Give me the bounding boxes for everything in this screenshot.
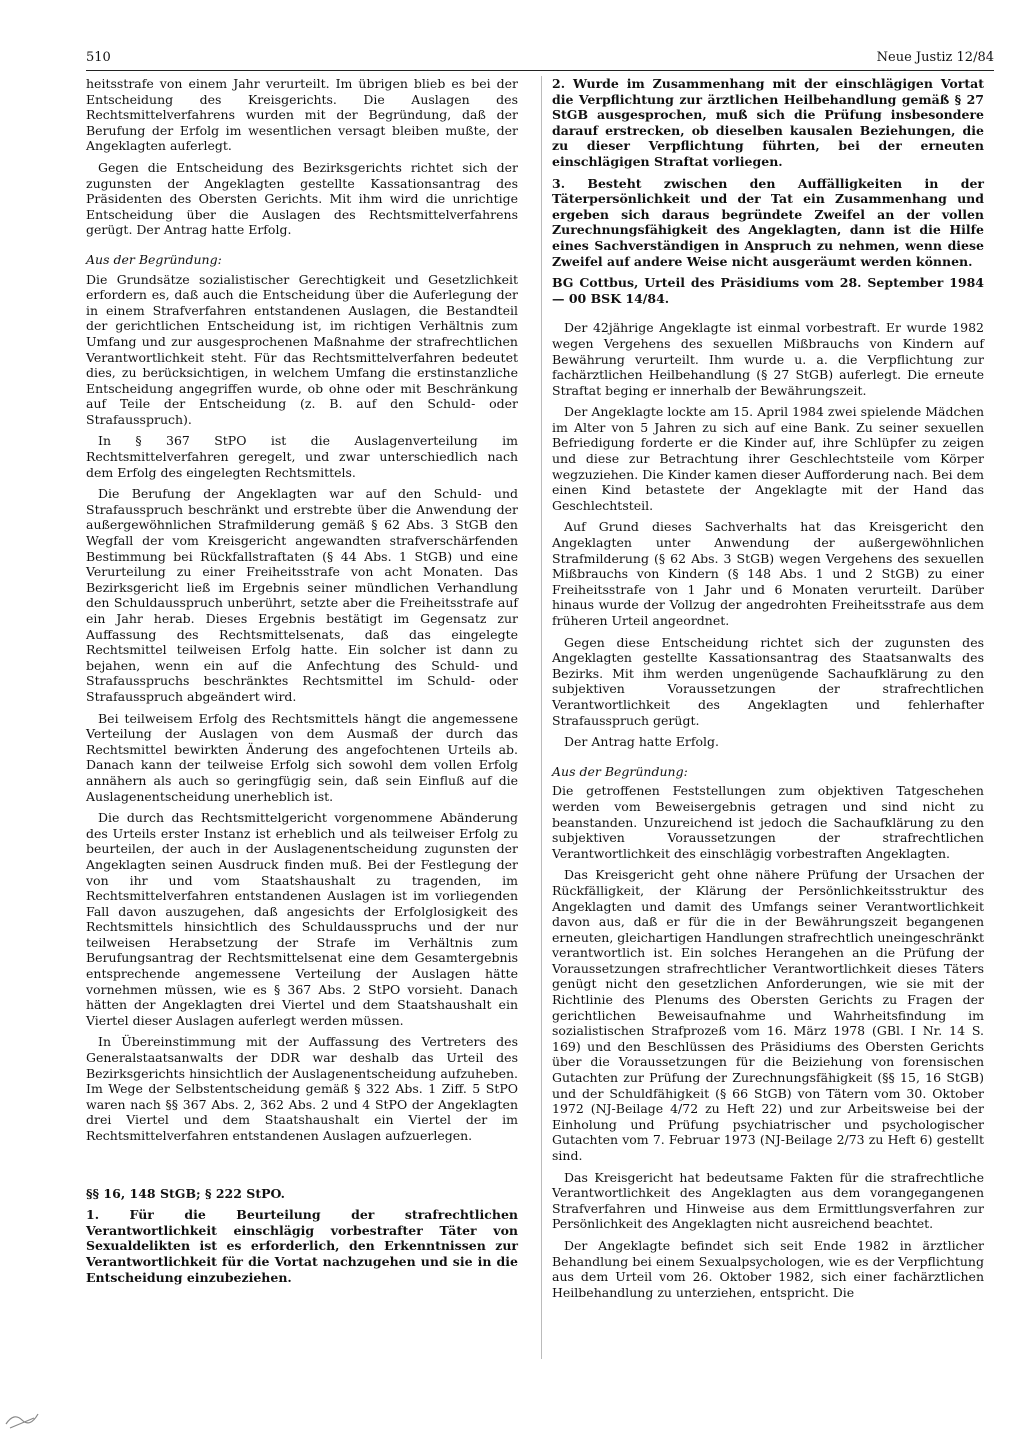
left-column	[86, 76, 518, 1291]
column-divider	[541, 76, 542, 1359]
headnote: 3. Besteht zwischen den Auffälligkeiten in der Täterpersönlichkeit und der Tat ein Zusammenhang und ergeben sich daraus begründete Zweifel an der vollen Zurechnungsfähigkeit des Angeklagten, dann ist die Hilfe eines Sachverständigen in Anspruch zu nehmen, wenn diese Zweifel auf andere Weise nicht ausgeräumt werden können.	[552, 175, 984, 269]
right-column	[552, 76, 984, 1306]
paragraph: Der Angeklagte befindet sich seit Ende 1982 in ärztlicher Behandlung bei einem Sexualpsychologen, wie es der Verpflichtung aus dem Urteil vom 26. Oktober 1982, sich einer fachärztlichen Heilbehandlung zu unterziehen, entspricht. Die	[552, 1237, 984, 1300]
running-header	[86, 48, 994, 71]
paragraph: In § 367 StPO ist die Auslagenverteilung im Rechtsmittelverfahren geregelt, und zwar unterschiedlich nach dem Erfolg des eingelegten Rechtsmittels.	[86, 433, 518, 480]
paragraph: heitsstrafe von einem Jahr verurteilt. Im übrigen blieb es bei der Entscheidung des Kreisgerichts. Die Auslagen des Rechtsmittelverfahrens wurden mit der Begründung, daß der Berufung der Erfolg im wesentlichen versagt bleiben mußte, der Angeklagten auferlegt.	[86, 76, 518, 154]
section-heading: Aus der Begründung:	[552, 763, 688, 779]
court-citation: BG Cottbus, Urteil des Präsidiums vom 28. September 1984 — 00 BSK 14/84.	[552, 275, 984, 306]
page-number: 510	[86, 50, 111, 65]
paragraph: Das Kreisgericht geht ohne nähere Prüfung der Ursachen der Rückfälligkeit, der Klärung der Persönlichkeitsstruktur des Angeklagten und damit des Umfangs seiner Verantwortlichkeit davon aus, daß er für die in der Bewährungszeit begangenen erneuten, gleichartigen Handlungen strafrechtlich uneingeschränkt verantwortlich ist. Ein solches Herangehen an die Prüfung der Voraussetzungen strafrechtlicher Verantwortlichkeit dieses Täters genügt nicht den gesetzlichen Anforderungen, wie sie mit der Richtlinie des Plenums des Obersten Gerichts zu Fragen der gerichtlichen Beweisaufnahme und Wahrheitsfindung im sozialistischen Strafprozeß vom 16. März 1978 (GBl. I Nr. 14 S. 169) und den Beschlüssen des Präsidiums des Obersten Gerichts über die Voraussetzungen für die Beiziehung von forensischen Gutachten zur Prüfung der Zurechnungsfähigkeit (§§ 15, 16 StGB) und der Schuldfähigkeit (§ 66 StGB) von Tätern vom 30. Oktober 1972 (NJ-Beilage 4/72 zu Heft 22) und zur Arbeitsweise bei der Einholung und Prüfung psychiatrischer und psychologischer Gutachten vom 7. Februar 1973 (NJ-Beilage 2/73 zu Heft 6) gestellt sind.	[552, 867, 984, 1163]
journal-title: Neue Justiz 12/84	[876, 50, 994, 65]
paragraph: Die Grundsätze sozialistischer Gerechtigkeit und Gesetzlichkeit erfordern es, daß auch die Entscheidung über die Auferlegung der in einem Strafverfahren entstandenen Auslagen, die Bestandteil der gerichtlichen Entscheidung ist, im richtigen Verhältnis zum Umfang und zur ausgesprochenen Maßnahme der strafrechtlichen Verantwortlichkeit steht. Für das Rechtsmittelverfahren bedeutet dies, zu berücksichtigen, in welchem Umfang die erstinstanzliche Entscheidung angegriffen wurde, ob ohne oder mit Beschränkung auf Teile der Entscheidung (z. B. auf den Schuld- oder Strafausspruch).	[86, 271, 518, 427]
paragraph: Die durch das Rechtsmittelgericht vorgenommene Abänderung des Urteils erster Instanz ist erheblich und als teilweiser Erfolg zu beurteilen, der auch in der Auslagenentscheidung zugunsten der Angeklagten seinen Ausdruck finden muß. Bei der Festlegung der von ihr und vom Staatshaushalt zu tragenden, im Rechtsmittelverfahren entstandenen Auslagen ist im vorliegenden Fall davon auszugehen, daß angesichts der Erfolglosigkeit des Rechtsmittels hinsichtlich des Schuldausspruchs und der nur teilweisen Herabsetzung der Strafe im Verhältnis zum Berufungsantrag der Rechtsmittelsenat eine dem Gesamtergebnis entsprechende angemessene Verteilung der Auslagen hätte vornehmen müssen, wie es § 367 Abs. 2 StPO vorsieht. Danach hätten der Angeklagten drei Viertel und dem Staatshaushalt ein Viertel dieser Auslagen auferlegt werden müssen.	[86, 810, 518, 1028]
headnote: 2. Wurde im Zusammenhang mit der einschlägigen Vortat die Verpflichtung zur ärztlichen Heilbehandlung gemäß § 27 StGB ausgesprochen, muß sich die Prüfung insbesondere darauf erstrecken, ob dieselben kausalen Beziehungen, die zu dieser Verpflichtung führten, bei der erneuten einschlägigen Straftat vorliegen.	[552, 76, 984, 169]
paragraph: In Übereinstimmung mit der Auffassung des Vertreters des Generalstaatsanwalts der DDR war deshalb das Urteil des Bezirksgerichts hinsichtlich der Auslagenentscheidung aufzuheben. Im Wege der Selbstentscheidung gemäß § 322 Abs. 1 Ziff. 5 StPO waren nach §§ 367 Abs. 2, 362 Abs. 2 und 4 StPO der Angeklagten drei Viertel und dem Staatshaushalt ein Viertel der im Rechtsmittelverfahren entstandenen Auslagen aufzuerlegen.	[86, 1034, 518, 1143]
headnote: 1. Für die Beurteilung der strafrechtlichen Verantwortlichkeit einschlägig vorbestrafter Täter von Sexualdelikten ist es erforderlich, den Erkenntnissen zur Verantwortlichkeit für die Vortat nachzugehen und sie in die Entscheidung einzubeziehen.	[86, 1207, 518, 1285]
pencil-mark-icon	[4, 1406, 44, 1430]
paragraph: Die getroffenen Feststellungen zum objektiven Tatgeschehen werden vom Beweisergebnis getragen und sind nicht zu beanstanden. Unzureichend ist jedoch die Sachaufklärung zu den subjektiven Voraussetzungen der strafrechtlichen Verantwortlichkeit des einschlägig vorbestraften Angeklagten.	[552, 783, 984, 861]
section-heading: Aus der Begründung:	[86, 251, 222, 267]
paragraph: Bei teilweisem Erfolg des Rechtsmittels hängt die angemessene Verteilung der Auslagen von dem Ausmaß der durch das Rechtsmittel bewirkten Änderung des angefochtenen Urteils ab. Danach kann der teilweise Erfolg sich sowohl dem vollen Erfolg annähern als auch so geringfügig sein, daß sein Einfluß auf die Auslagenentscheidung unerheblich ist.	[86, 710, 518, 804]
paragraph: Der Angeklagte lockte am 15. April 1984 zwei spielende Mädchen im Alter von 5 Jahren zu sich auf eine Bank. Zu seiner sexuellen Befriedigung forderte er die Kinder auf, ihre Schlüpfer zu zeigen und diese zur Betrachtung ihrer Geschlechtsteile vom Körper wegzuziehen. Die Kinder kamen dieser Aufforderung nach. Bei dem einen Kind betastete der Angeklagte mit der Hand das Geschlechtsteil.	[552, 404, 984, 513]
paragraph: Die Berufung der Angeklagten war auf den Schuld- und Strafausspruch beschränkt und erstrebte über die Anwendung der außergewöhnlichen Strafmilderung gemäß § 62 Abs. 3 StGB den Wegfall der vom Kreisgericht angewandten strafverschärfenden Bestimmung bei Rückfallstraftaten (§ 44 Abs. 1 StGB) und eine Verurteilung zu einer Freiheitsstrafe von acht Monaten. Das Bezirksgericht ließ im Ergebnis seiner mündlichen Verhandlung den Schuldausspruch unberührt, setzte aber die Freiheitsstrafe auf ein Jahr herab. Dieses Ergebnis bestätigt im Gegensatz zur Auffassung des Rechtsmittelsenats, daß das eingelegte Rechtsmittel teilweisen Erfolg hatte. Ein solcher ist dann zu bejahen, wenn ein auf die Anfechtung des Schuld- und Strafausspruchs beschränktes Rechtsmittel im Schuld- oder Strafausspruch abgeändert wird.	[86, 486, 518, 704]
paragraph: Der 42jährige Angeklagte ist einmal vorbestraft. Er wurde 1982 wegen Vergehens des sexuellen Mißbrauchs von Kindern auf Bewährung verurteilt. Ihm wurde u. a. die Verpflichtung zur fachärztlichen Heilbehandlung (§ 27 StGB) auferlegt. Die erneute Straftat beging er innerhalb der Bewährungszeit.	[552, 320, 984, 398]
paragraph: Gegen die Entscheidung des Bezirksgerichts richtet sich der zugunsten der Angeklagten gestellte Kassationsantrag des Präsidenten des Obersten Gerichts. Mit ihm wird die unrichtige Entscheidung über die Auslagen des Rechtsmittelverfahrens gerügt. Der Antrag hatte Erfolg.	[86, 159, 518, 238]
law-reference: §§ 16, 148 StGB; § 222 StPO.	[86, 1185, 286, 1201]
paragraph: Der Antrag hatte Erfolg.	[564, 734, 720, 750]
paragraph: Auf Grund dieses Sachverhalts hat das Kreisgericht den Angeklagten unter Anwendung der außergewöhnlichen Strafmilderung (§ 62 Abs. 3 StGB) wegen Vergehens des sexuellen Mißbrauchs von Kindern (§ 148 Abs. 1 und 2 StGB) zu einer Freiheitsstrafe von 1 Jahr und 6 Monaten verurteilt. Darüber hinaus wurde der Vollzug der angedrohten Freiheitsstrafe aus dem früheren Urteil angeordnet.	[552, 519, 984, 628]
paragraph: Gegen diese Entscheidung richtet sich der zugunsten des Angeklagten gestellte Kassationsantrag des Staatsanwalts des Bezirks. Mit ihm werden ungenügende Sachaufklärung zu den subjektiven Voraussetzungen der strafrechtlichen Verantwortlichkeit des Angeklagten und fehlerhafter Strafausspruch gerügt.	[552, 634, 984, 728]
paragraph: Das Kreisgericht hat bedeutsame Fakten für die strafrechtliche Verantwortlichkeit des Angeklagten aus dem vorangegangenen Strafverfahren und Hinweise aus dem Ermittlungsverfahren zur Persönlichkeit des Angeklagten nicht ausreichend beachtet.	[552, 1169, 984, 1232]
